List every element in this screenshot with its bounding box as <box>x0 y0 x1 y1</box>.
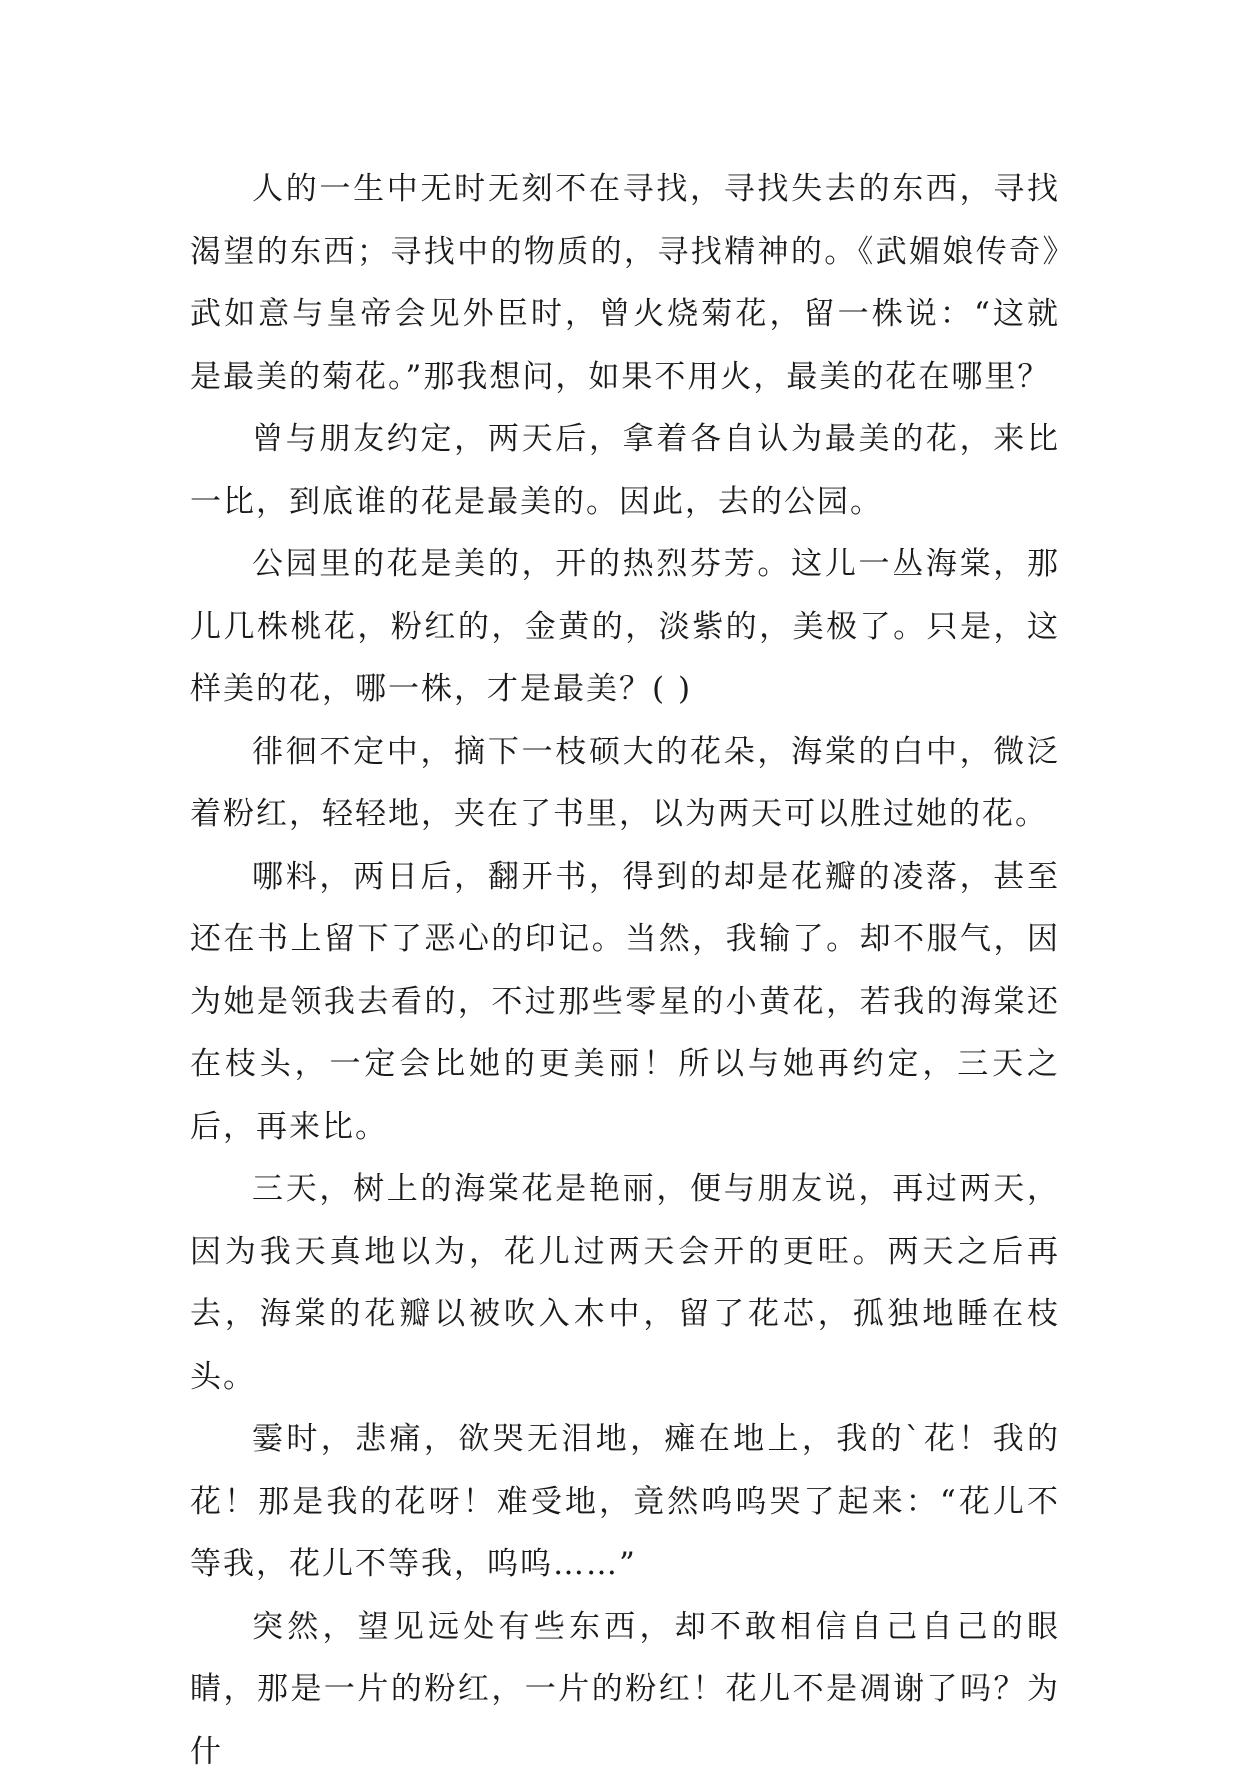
paragraph-8: 突然，望见远处有些东西，却不敢相信自己自己的眼睛，那是一片的粉红，一片的粉红！花儿不是凋谢了吗？为什 <box>190 1596 1060 1783</box>
paragraph-5: 哪料，两日后，翻开书，得到的却是花瓣的凌落，甚至还在书上留下了恶心的印记。当然，我输了。却不服气，因为她是领我去看的，不过那些零星的小黄花，若我的海棠还在枝头，一定会比她的更美丽！所以与她再约定，三天之后，再来比。 <box>190 846 1060 1159</box>
paragraph-7: 霎时，悲痛，欲哭无泪地，瘫在地上，我的`花！我的花！那是我的花呀！难受地，竟然呜呜哭了起来：“花儿不等我，花儿不等我，呜呜……” <box>190 1408 1060 1596</box>
document-body <box>190 158 1060 1783</box>
paragraph-3: 公园里的花是美的，开的热烈芬芳。这儿一丛海棠，那儿几株桃花，粉红的，金黄的，淡紫的，美极了。只是，这样美的花，哪一株，才是最美？( ) <box>190 533 1060 721</box>
paragraph-4: 徘徊不定中，摘下一枝硕大的花朵，海棠的白中，微泛着粉红，轻轻地，夹在了书里，以为两天可以胜过她的花。 <box>190 721 1060 846</box>
paragraph-6: 三天，树上的海棠花是艳丽，便与朋友说，再过两天，因为我天真地以为，花儿过两天会开的更旺。两天之后再去，海棠的花瓣以被吹入木中，留了花芯，孤独地睡在枝头。 <box>190 1158 1060 1408</box>
paragraph-2: 曾与朋友约定，两天后，拿着各自认为最美的花，来比一比，到底谁的花是最美的。因此，去的公园。 <box>190 408 1060 533</box>
paragraph-1: 人的一生中无时无刻不在寻找，寻找失去的东西，寻找渴望的东西；寻找中的物质的，寻找精神的。《武媚娘传奇》武如意与皇帝会见外臣时，曾火烧菊花，留一株说：“这就是最美的菊花。”那我想问，如果不用火，最美的花在哪里？ <box>190 158 1060 408</box>
